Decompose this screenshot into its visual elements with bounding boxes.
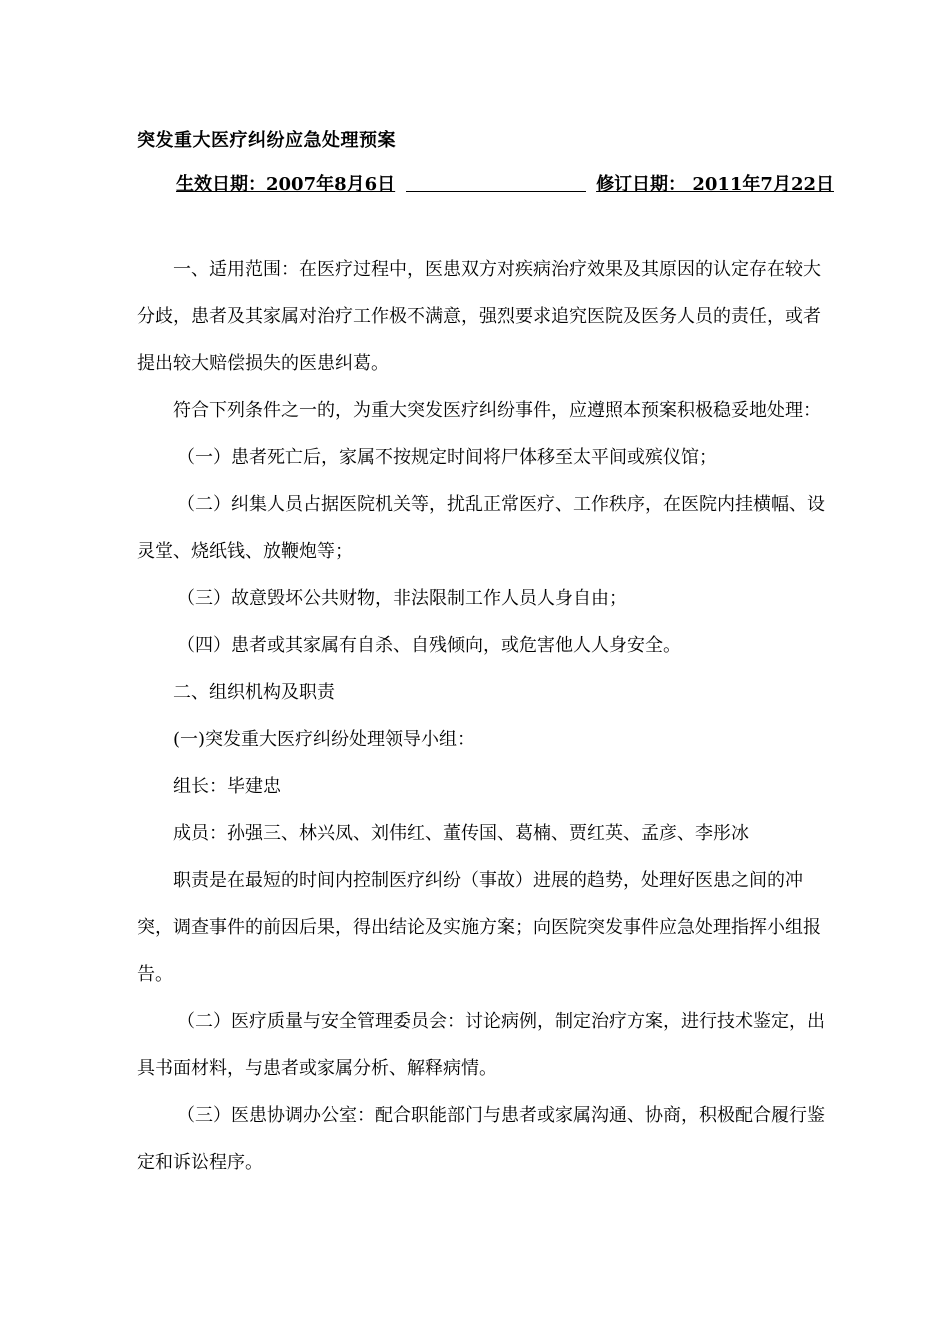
document-title: 突发重大医疗纠纷应急处理预案 [137, 130, 396, 151]
effective-date: 生效日期：2007年8月6日 [176, 174, 396, 195]
paragraph: 组长：毕建忠 [173, 776, 281, 797]
document-body [137, 246, 837, 1186]
paragraph: （四）患者或其家属有自杀、自残倾向，或危害他人人身安全。 [177, 635, 681, 656]
revision-date: 修订日期： 2011年7月22日 [596, 174, 834, 195]
paragraph: (一)突发重大医疗纠纷处理领导小组： [173, 729, 476, 750]
paragraph: （三）医患协调办公室：配合职能部门与患者或家属沟通、协商，积极配合履行鉴定和诉讼程序。 [137, 1105, 825, 1173]
date-line [176, 170, 834, 194]
paragraph: 一、适用范围：在医疗过程中，医患双方对疾病治疗效果及其原因的认定存在较大分歧，患者及其家属对治疗工作极不满意，强烈要求追究医院及医务人员的责任，或者提出较大赔偿损失的医患纠葛。 [137, 259, 821, 374]
underline-gap [406, 191, 586, 192]
section-heading: 二、组织机构及职责 [173, 682, 335, 703]
paragraph: 职责是在最短的时间内控制医疗纠纷（事故）进展的趋势，处理好医患之间的冲突，调查事件的前因后果，得出结论及实施方案；向医院突发事件应急处理指挥小组报告。 [137, 870, 821, 985]
paragraph: 成员：孙强三、林兴凤、刘伟红、董传国、葛楠、贾红英、孟彦、李彤冰 [173, 823, 749, 844]
paragraph: （三）故意毁坏公共财物，非法限制工作人员人身自由； [177, 588, 627, 609]
paragraph: （二）医疗质量与安全管理委员会：讨论病例，制定治疗方案，进行技术鉴定，出具书面材料，与患者或家属分析、解释病情。 [137, 1011, 825, 1079]
paragraph: （一）患者死亡后，家属不按规定时间将尸体移至太平间或殡仪馆； [177, 447, 717, 468]
paragraph: 符合下列条件之一的，为重大突发医疗纠纷事件，应遵照本预案积极稳妥地处理： [173, 400, 821, 421]
paragraph: （二）纠集人员占据医院机关等，扰乱正常医疗、工作秩序，在医院内挂横幅、设灵堂、烧纸钱、放鞭炮等； [137, 494, 825, 562]
